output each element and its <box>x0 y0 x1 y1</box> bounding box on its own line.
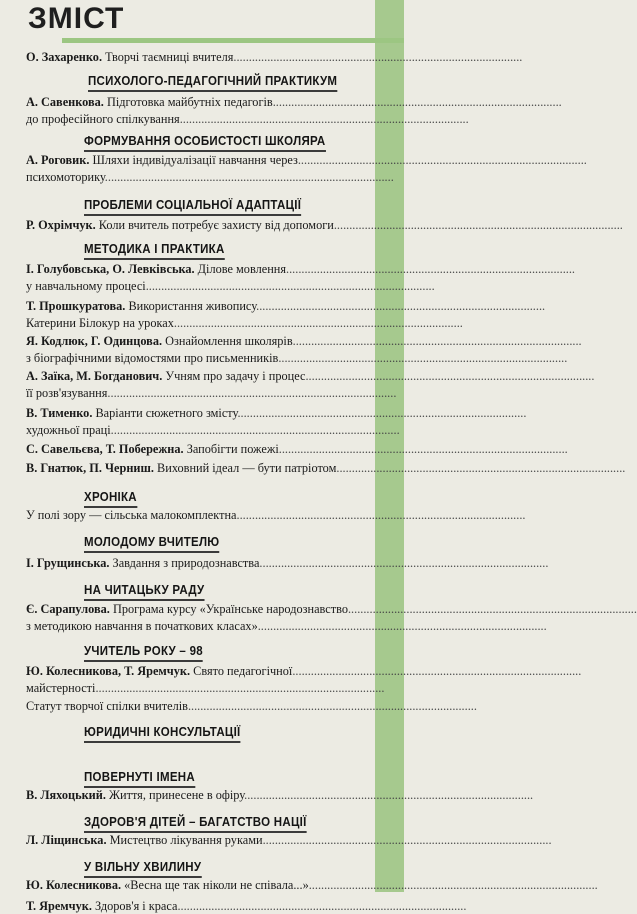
toc-entry-line <box>26 169 394 185</box>
entry-author: В. Гнатюк, П. Черниш. <box>26 461 154 475</box>
entry-title: Завдання з природознавства <box>112 556 260 570</box>
toc-entry-line <box>26 217 623 233</box>
entry-author: А. Заїка, М. Богданович. <box>26 369 163 383</box>
entry-author: Т. Прошкуратова. <box>26 299 126 313</box>
section-heading <box>84 535 219 553</box>
toc-entry-line <box>26 152 587 168</box>
entry-title: Мистецтво лікування руками <box>109 833 263 847</box>
toc-entry-line <box>26 832 552 848</box>
entry-author: В. Ляхоцький. <box>26 788 106 802</box>
page-title: ЗМІСТ <box>28 2 125 35</box>
entry-title: Творчі таємниці вчителя <box>105 50 234 64</box>
toc-entry-line <box>26 350 568 366</box>
entry-title: Виховний ідеал — бути патріотом <box>157 461 337 475</box>
leader-dots: .............................................................................................. <box>278 442 568 456</box>
toc-entry-line <box>26 261 575 277</box>
entry-author: С. Савельєва, Т. Побережна. <box>26 442 184 456</box>
leader-dots: .............................................................................................. <box>173 316 463 330</box>
entry-author: В. Тименко. <box>26 406 93 420</box>
toc-entry-line <box>26 315 463 331</box>
toc-entry-line <box>26 898 467 914</box>
entry-title: Шляхи індивідуалізації навчання через <box>92 153 298 167</box>
section-underline <box>84 214 301 216</box>
green-title-rule <box>62 38 404 43</box>
section-heading-text: ЮРИДИЧНІ КОНСУЛЬТАЦІЇ <box>84 725 241 739</box>
section-heading-text: ПРОБЛЕМИ СОЦІАЛЬНОЇ АДАПТАЦІЇ <box>84 198 302 212</box>
leader-dots: .............................................................................................. <box>233 50 523 64</box>
entry-title: Статут творчої спілки вчителів <box>26 699 188 713</box>
leader-dots: .............................................................................................. <box>297 153 587 167</box>
entry-title: Програма курсу «Українське народознавство <box>112 602 348 616</box>
section-heading <box>84 725 241 743</box>
leader-dots: .............................................................................................. <box>257 619 547 633</box>
entry-title: Підготовка майбутніх педагогів <box>106 95 273 109</box>
entry-title: «Весна ще так ніколи не співала...» <box>124 878 309 892</box>
entry-author: Л. Ліщинська. <box>26 833 107 847</box>
entry-author: А. Роговик. <box>26 153 90 167</box>
toc-entry-line <box>26 555 549 571</box>
leader-dots: .............................................................................................. <box>104 170 394 184</box>
entry-author: І. Грущинська. <box>26 556 110 570</box>
entry-title: У полі зору — сільська малокомплектна <box>26 508 237 522</box>
entry-title: її розв'язування <box>26 386 108 400</box>
section-heading <box>84 583 204 601</box>
toc-entry-line <box>26 663 582 679</box>
toc-entry-line <box>26 698 477 714</box>
leader-dots: .............................................................................................. <box>292 664 582 678</box>
entry-title: до професійного спілкування <box>26 112 180 126</box>
leader-dots: .............................................................................................. <box>259 556 549 570</box>
entry-title: Коли вчитель потребує захисту від допомоги <box>98 218 334 232</box>
toc-entry-line <box>26 94 562 110</box>
entry-title: Учням про задачу і процес <box>165 369 306 383</box>
leader-dots: .............................................................................................. <box>244 788 534 802</box>
section-heading-text: МОЛОДОМУ ВЧИТЕЛЮ <box>84 535 220 549</box>
entry-author: Ю. Колесникова, Т. Яремчук. <box>26 664 191 678</box>
section-heading <box>84 198 301 216</box>
leader-dots: .............................................................................................. <box>286 262 575 276</box>
toc-entry-line <box>26 385 397 401</box>
section-heading-text: МЕТОДИКА І ПРАКТИКА <box>84 242 225 256</box>
toc-entry-line <box>26 278 435 294</box>
entry-title: Здоров'я і краса <box>95 899 178 913</box>
toc-entry-line <box>26 441 568 457</box>
entry-author: І. Голубовська, О. Левківська. <box>26 262 195 276</box>
toc-entry-line <box>26 405 527 421</box>
section-heading <box>84 490 137 508</box>
entry-author: Я. Кодлюк, Г. Одинцова. <box>26 334 163 348</box>
toc-entry-line <box>26 507 526 523</box>
entry-title: Катерини Білокур на уроках <box>26 316 174 330</box>
section-underline <box>88 90 337 92</box>
section-heading-text: ПСИХОЛОГО-ПЕДАГОГІЧНИЙ ПРАКТИКУМ <box>88 74 338 88</box>
leader-dots: .............................................................................................. <box>278 351 568 365</box>
section-heading <box>84 860 201 878</box>
section-heading <box>84 242 225 260</box>
section-heading <box>84 770 195 788</box>
leader-dots: .............................................................................................. <box>308 878 598 892</box>
section-heading <box>84 644 203 662</box>
toc-entry-line <box>26 368 595 384</box>
toc-entry-line <box>26 601 637 617</box>
toc-entry-line <box>26 298 546 314</box>
entry-author: А. Савенкова. <box>26 95 104 109</box>
section-underline <box>84 741 241 743</box>
toc-entry-line <box>26 618 547 634</box>
toc-entry-line <box>26 333 582 349</box>
leader-dots: .............................................................................................. <box>336 461 626 475</box>
section-heading-text: ЗДОРОВ'Я ДІТЕЙ – БАГАТСТВО НАЦІЇ <box>84 815 307 829</box>
leader-dots: .............................................................................................. <box>305 369 595 383</box>
section-heading-text: УЧИТЕЛЬ РОКУ – 98 <box>84 644 203 658</box>
section-heading <box>88 74 337 92</box>
leader-dots: .............................................................................................. <box>110 423 400 437</box>
section-heading-text: НА ЧИТАЦЬКУ РАДУ <box>84 583 205 597</box>
entry-title: Варіанти сюжетного змісту <box>95 406 238 420</box>
leader-dots: .............................................................................................. <box>333 218 623 232</box>
entry-title: Запобігти пожежі <box>186 442 279 456</box>
toc-entry-line <box>26 680 385 696</box>
leader-dots: .............................................................................................. <box>145 279 435 293</box>
leader-dots: .............................................................................................. <box>107 386 397 400</box>
entry-title: Життя, принесене в офіру <box>109 788 245 802</box>
entry-title: Використання живопису <box>128 299 257 313</box>
leader-dots: .............................................................................................. <box>292 334 582 348</box>
section-underline <box>84 551 219 553</box>
section-heading-text: ПОВЕРНУТІ ІМЕНА <box>84 770 195 784</box>
leader-dots: .............................................................................................. <box>347 602 637 616</box>
section-heading <box>84 815 307 833</box>
section-underline <box>84 660 203 662</box>
toc-entry-line <box>26 49 523 65</box>
entry-title: у навчальному процесі <box>26 279 146 293</box>
entry-title: майстерності <box>26 681 96 695</box>
entry-author: Т. Яремчук. <box>26 899 92 913</box>
entry-title: художньої праці <box>26 423 111 437</box>
entry-title: Свято педагогічної <box>193 664 293 678</box>
leader-dots: .............................................................................................. <box>256 299 546 313</box>
entry-title: Ділове мовлення <box>197 262 287 276</box>
leader-dots: .............................................................................................. <box>262 833 552 847</box>
toc-entry-line <box>26 111 469 127</box>
leader-dots: .............................................................................................. <box>272 95 562 109</box>
toc-entry-line <box>26 460 626 476</box>
entry-author: Є. Сарапулова. <box>26 602 110 616</box>
section-heading <box>84 134 326 152</box>
leader-dots: .............................................................................................. <box>236 508 526 522</box>
section-heading-text: ХРОНІКА <box>84 490 137 504</box>
entry-author: Ю. Колесникова. <box>26 878 122 892</box>
entry-title: з біографічними відомостями про письменників <box>26 351 279 365</box>
section-heading-text: ФОРМУВАННЯ ОСОБИСТОСТІ ШКОЛЯРА <box>84 134 326 148</box>
leader-dots: .............................................................................................. <box>177 899 467 913</box>
leader-dots: .............................................................................................. <box>179 112 469 126</box>
entry-title: психомоторику <box>26 170 105 184</box>
toc-entry-line <box>26 787 534 803</box>
entry-author: Р. Охрімчук. <box>26 218 96 232</box>
toc-entry-line <box>26 422 400 438</box>
entry-author: О. Захаренко. <box>26 50 103 64</box>
section-underline <box>84 258 225 260</box>
leader-dots: .............................................................................................. <box>237 406 527 420</box>
toc-entry-line <box>26 877 598 893</box>
entry-title: з методикою навчання в початкових класах» <box>26 619 258 633</box>
leader-dots: .............................................................................................. <box>95 681 385 695</box>
leader-dots: .............................................................................................. <box>187 699 477 713</box>
entry-title: Ознайомлення школярів <box>165 334 293 348</box>
section-heading-text: У ВІЛЬНУ ХВИЛИНУ <box>84 860 202 874</box>
